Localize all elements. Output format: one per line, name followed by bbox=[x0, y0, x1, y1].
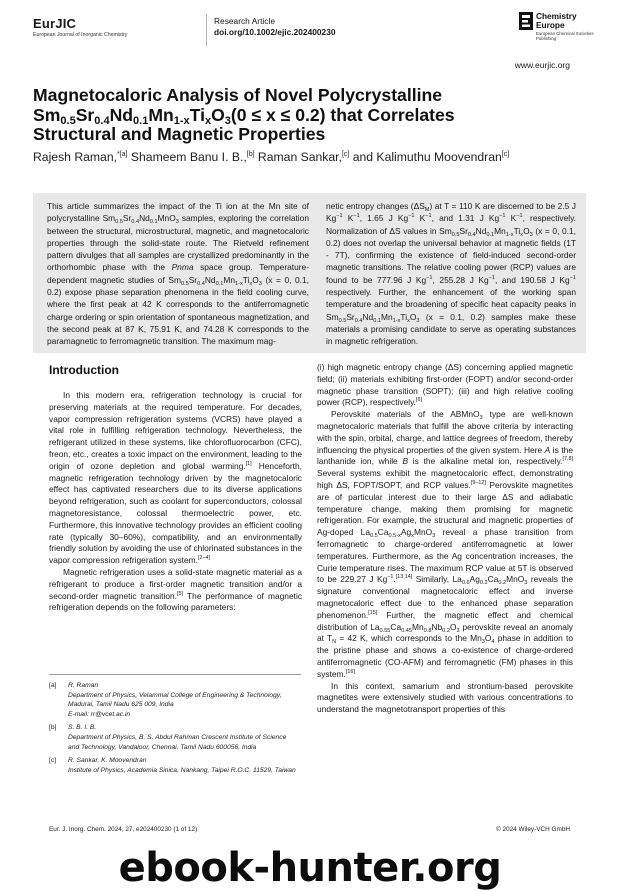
text-run: Ag bbox=[400, 527, 412, 538]
subscript: x bbox=[407, 317, 410, 324]
text-run: O bbox=[484, 633, 492, 644]
subscript: 3 bbox=[456, 627, 460, 634]
author-affiliation-marker: [c] bbox=[341, 151, 350, 158]
text-run: = 42 K, which corresponds to the Mn bbox=[336, 633, 482, 644]
text-run: is the lanthanide ion, while bbox=[317, 444, 573, 467]
text-run: Mn bbox=[223, 274, 236, 285]
body-paragraph bbox=[49, 390, 302, 567]
superscript: −1 bbox=[387, 574, 394, 581]
text-run: reveals the signature conventional magnetocaloric effect and inverse magnetocaloric effect due to the enhanced phase separation phenomenon. bbox=[317, 574, 574, 620]
superscript: −1 bbox=[425, 213, 432, 220]
article-info bbox=[214, 16, 336, 38]
affiliation-line: Institute of Physics, Academia Sinica, Nankang, Taipei R.O.C. 11529, Taiwan bbox=[68, 766, 296, 774]
subscript: 1-x bbox=[392, 317, 401, 324]
abstract-column-right bbox=[326, 200, 576, 348]
text-run: Ag bbox=[469, 574, 480, 585]
text-run: , and 1.31 J Kg bbox=[431, 213, 500, 224]
author-name: Raman Sankar, bbox=[254, 150, 342, 164]
text-run: Ca bbox=[390, 621, 402, 632]
article-type: Research Article bbox=[214, 16, 275, 26]
formula-subscript: x bbox=[204, 114, 212, 127]
affiliation-author: R. Sankar, K. Moovendran bbox=[68, 757, 147, 765]
journal-header bbox=[33, 16, 127, 38]
text-run: MnO bbox=[506, 574, 525, 585]
text-run: Ti bbox=[400, 311, 408, 322]
superscript: −1 bbox=[488, 274, 495, 281]
text-run: , respectively. Normalization of ΔS values in Sm bbox=[326, 213, 576, 236]
formula-subscript: 0.4 bbox=[94, 114, 110, 127]
author-list bbox=[33, 150, 509, 164]
text-run: netic entropy changes (ΔS bbox=[326, 201, 425, 211]
superscript: [9–12] bbox=[470, 479, 486, 486]
body-paragraph bbox=[49, 567, 302, 614]
text-run: In this context, samarium and strontium-based perovskite magnetites were extensively studied with various concentrations to understand the magnetotransport properties of this bbox=[317, 680, 573, 715]
italic-text: B bbox=[402, 456, 409, 467]
text-run: Perovskite materials of the ABMnO bbox=[331, 409, 480, 420]
subscript: 1-x bbox=[235, 280, 243, 287]
text-run: is the alkaline metal ion, respectively. bbox=[408, 456, 563, 467]
affiliation-tag: [a] bbox=[49, 682, 57, 689]
superscript: [6] bbox=[415, 397, 422, 404]
text-run: O bbox=[449, 621, 457, 632]
text-run: reveal a phase transition from ferromagnetic to charge-ordered antiferromagnetic at lower temperatures. Furthermore, as the Ag concentration increases, the Curie temperature rises. The maximum RCP value at 5T is observed to be 229.27 J Kg bbox=[317, 527, 573, 585]
subscript: 0.4 bbox=[131, 219, 140, 226]
subscript: 0.2 bbox=[479, 580, 488, 587]
affiliation-author: S. B. I. B. bbox=[68, 724, 97, 732]
superscript: [7,8] bbox=[562, 456, 573, 463]
affiliation-line: Madurai, Tamil Nadu 625 009, India bbox=[68, 701, 174, 709]
subscript: 0.55 bbox=[379, 627, 391, 634]
text-run: Perovskite magnetites are of particular interest due to their large ΔS and adiabatic temperature change, making them promising for magnetic refrigeration. For example, the structural and magnetic properties of Ag-doped La bbox=[317, 479, 573, 538]
text-run: (i) high magnetic entropy change (ΔS) concerning applied magnetic field; (ii) materials exhibiting first-order (FOPT) and/or second-order magnetic phase transition (SOPT); (iii) and high relative cooling power (RCP), respectively. bbox=[317, 362, 573, 408]
publisher-name bbox=[536, 12, 577, 29]
author-name: Rajesh Raman, bbox=[33, 150, 117, 164]
text-run: Mn bbox=[412, 621, 424, 632]
text-run: Nd bbox=[362, 311, 374, 322]
subscript: 0.5-x bbox=[388, 533, 401, 540]
text-run: In this modern era, refrigeration technology is crucial for preserving materials at the required temperature. For decades, vapor compression refrigeration systems (VCRS) have played a vital role in fulfilling refrigeration technology. Nevertheless, the refrigerant utilized in these systems, like chlorofluorocarbon (CFC), freon, etc., creates a toxic impact on the environment, leading to the origin of ozone depletion and global warming. bbox=[49, 390, 302, 471]
title-line3: Structural and Magnetic Properties bbox=[33, 124, 326, 144]
text-run: O bbox=[409, 311, 417, 322]
text-run: , and 190.58 J Kg bbox=[495, 274, 570, 285]
subscript: 4 bbox=[491, 639, 495, 646]
subscript: x bbox=[411, 533, 414, 540]
author-affiliation-marker: [c] bbox=[501, 151, 510, 158]
superscript: [13,14] bbox=[395, 574, 413, 581]
text-run: Nd bbox=[475, 225, 487, 236]
body-paragraph bbox=[317, 681, 573, 716]
text-run: space group. Temperature-dependent magnetic studies of Sm bbox=[47, 262, 309, 285]
subscript: 3 bbox=[479, 415, 483, 422]
text-run: Similarly, La bbox=[412, 574, 462, 585]
subscript: 0.1 bbox=[149, 219, 158, 226]
text-run: (x = 0.1, 0.2) samples make these materials a promising candidate to serve as operating substances in magnetic refrigeration. bbox=[326, 311, 576, 347]
subscript: 0.2 bbox=[498, 580, 507, 587]
superscript: [1] bbox=[245, 460, 252, 467]
superscript: [2–4] bbox=[197, 555, 210, 562]
subscript: 0.5 bbox=[369, 533, 378, 540]
subscript: 0.1 bbox=[215, 280, 224, 287]
subscript: 0.5 bbox=[451, 231, 460, 238]
superscript: [5] bbox=[177, 590, 184, 597]
text-run: (x = 0, 0.1, 0.2) expose phase separation phenomena in the field cooling curve, where the first peak at 42 K corresponds to the antiferromagnetic charge ordering or spin orientation of spontaneous magnetization, and the second peak at 87 K, 75.91 K, and 74.28 K corresponds to the paramagnetic to ferromagnetic transition. The maximum mag- bbox=[47, 274, 309, 347]
subscript: 3 bbox=[481, 639, 485, 646]
subscript: 0.2 bbox=[442, 627, 450, 634]
text-run: K bbox=[342, 213, 354, 224]
journal-abbreviation: EurJIC bbox=[33, 16, 77, 31]
abstract-column-left bbox=[47, 200, 309, 348]
journal-url[interactable]: www.eurjic.org bbox=[514, 60, 570, 70]
text-run: ) at T = 110 K are discerned to be 2.5 J Kg bbox=[326, 201, 576, 224]
affiliation-entry bbox=[49, 681, 307, 719]
chemistry-europe-logo-icon bbox=[519, 12, 533, 30]
subscript: 0.5 bbox=[180, 280, 189, 287]
text-run: Ti bbox=[242, 274, 250, 285]
subscript: 1-x bbox=[505, 231, 514, 238]
text-run: The performance of magnetic refrigeration depends on the following parameters: bbox=[49, 590, 303, 613]
subscript: 3 bbox=[416, 317, 420, 324]
italic-text: A bbox=[544, 444, 551, 455]
header-divider bbox=[206, 14, 207, 46]
subscript: 3 bbox=[175, 219, 179, 226]
superscript: −1 bbox=[408, 213, 415, 220]
footer-copyright: © 2024 Wiley-VCH GmbH bbox=[496, 826, 570, 833]
text-run: Nd bbox=[204, 274, 216, 285]
superscript: [16] bbox=[345, 668, 355, 675]
article-title bbox=[33, 86, 593, 145]
affiliation-divider bbox=[49, 674, 301, 675]
text-run: . bbox=[393, 574, 396, 585]
subscript: 0.6 bbox=[461, 580, 470, 587]
watermark-text: ebook-hunter.org bbox=[118, 845, 502, 891]
superscript: −1 bbox=[336, 213, 343, 220]
formula-subscript: 1-x bbox=[173, 114, 190, 127]
text-run: O bbox=[523, 225, 530, 236]
subscript: 3 bbox=[258, 280, 262, 287]
text-run: Ca bbox=[377, 527, 389, 538]
author-name: and Kalimuthu Moovendran bbox=[349, 150, 502, 164]
text-run: Magnetic refrigeration uses a solid-state magnetic material as a refrigerant to produce a first-order magnetic transition and/or a second-order magnetic transition. bbox=[49, 566, 302, 601]
subscript: x bbox=[520, 231, 524, 238]
text-run: Sr bbox=[122, 213, 132, 224]
subscript: 3 bbox=[529, 231, 533, 238]
subscript: 0.5 bbox=[115, 219, 123, 226]
text-run: respectively. Further, the enhancement of the working span temperature and the broadening of specific heat capacity peaks in Sm bbox=[326, 287, 576, 322]
formula-text: Nd bbox=[109, 104, 134, 125]
text-run: Several systems exhibit the magnetocaloric effect, demonstrating high ΔS, FOPT/SOPT, and RCP values. bbox=[317, 468, 573, 490]
text-run: K bbox=[414, 213, 426, 224]
publisher-name-line1: Chemistry bbox=[536, 11, 577, 21]
subscript: 0.4 bbox=[354, 317, 363, 324]
affiliation-tag: [c] bbox=[49, 757, 57, 765]
section-heading-introduction: Introduction bbox=[49, 363, 119, 377]
author-affiliation-marker: [b] bbox=[246, 151, 255, 158]
superscript: −1 bbox=[516, 213, 523, 220]
footer-citation: Eur. J. Inorg. Chem. 2024, 27, e202400230 (1 of 12) bbox=[49, 826, 198, 833]
text-run: Sr bbox=[459, 225, 468, 236]
title-line2 bbox=[33, 106, 593, 126]
text-run: type are well-known magnetocaloric materials that fulfill the above criteria by interacting with the spin, orbital, charge, and lattice degrees of freedom, thereby influencing the physical properties of the given system. Here bbox=[317, 409, 573, 455]
affiliation-line: Department of Physics, Velammal College of Engineering & Technology, bbox=[68, 691, 282, 699]
body-paragraph bbox=[317, 362, 573, 409]
text-run: Mn bbox=[494, 225, 506, 236]
superscript: [15] bbox=[368, 609, 378, 616]
subscript: 3 bbox=[524, 580, 528, 587]
publisher-subtitle: European Chemical Societies Publishing bbox=[536, 31, 594, 41]
text-run: Further, the magnetic effect and chemical distribution of La bbox=[317, 609, 573, 632]
formula-text: Mn bbox=[148, 104, 174, 125]
text-run: (x = 0, 0.1, 0.2) does not overlap the universal behavior at magnetic fields (1T - 7T), confirming the existence of field-induced second-order magnetic transitions. The relative cooling power (RCP) values are found to be 777.96 J Kg bbox=[326, 225, 576, 285]
publisher-name-line2: Europe bbox=[536, 19, 565, 30]
superscript: −1 bbox=[499, 213, 506, 220]
text-run: phase in addition to the pristine phase and shows a co-existence of charge-ordered antiferromagnetic (CO-AFM) and ferromagnetic (FM) phases in this system. bbox=[317, 633, 574, 679]
subscript: 0.8 bbox=[423, 627, 432, 634]
abstract-box bbox=[33, 193, 586, 353]
affiliation-entry bbox=[49, 756, 307, 775]
author-name: Shameem Banu I. B., bbox=[127, 150, 247, 164]
formula-text: (0 ≤ x ≤ 0.2) that Correlates bbox=[230, 104, 455, 125]
affiliation-tag: [b] bbox=[49, 724, 57, 732]
body-column-right bbox=[317, 362, 573, 716]
text-run: Sr bbox=[188, 274, 198, 285]
text-run: Mn bbox=[381, 311, 393, 322]
text-run: Ca bbox=[487, 574, 499, 585]
subscript: x bbox=[249, 280, 253, 287]
doi-link[interactable]: doi.org/10.1002/ejic.202400230 bbox=[214, 27, 336, 37]
subscript: 0.4 bbox=[197, 280, 205, 287]
text-run: Nb bbox=[431, 621, 443, 632]
affiliation-author: R. Raman bbox=[68, 682, 99, 689]
text-run: Ti bbox=[513, 225, 521, 236]
formula-text: O bbox=[211, 104, 225, 125]
formula-text: Sm bbox=[33, 104, 61, 125]
text-run: , 1.65 J Kg bbox=[359, 213, 409, 224]
affiliation-line: E-mail: rr@vcet.ac.in bbox=[68, 710, 131, 718]
text-run: Henceforth, magnetic refrigeration technology driven by the magnetocaloric effect has captivated researchers due to its diverse applications beyond refrigeration, such as coolant for superconductors, colossal magnetoresistance, colossal thermoelectric power, etc. Furthermore, this innovative technology provides an efficient cooling rate (typically 30–60%), compatibility, and an environmentally friendly solution by avoiding the use of chlorinated substances in the vapor compression refrigeration system. bbox=[49, 460, 302, 566]
text-run: MnO bbox=[413, 527, 433, 538]
text-run: Sr bbox=[346, 311, 355, 322]
formula-subscript: 0.5 bbox=[60, 114, 76, 127]
subscript: 3 bbox=[432, 533, 436, 540]
affiliation-line: Department of Physics, B. S. Abdul Rahman Crescent Institute of Science bbox=[68, 733, 287, 741]
author-affiliation-marker: *[a] bbox=[117, 151, 128, 158]
affiliations bbox=[49, 681, 307, 779]
text-run: , 255.28 J Kg bbox=[432, 274, 489, 285]
subscript: 0.1 bbox=[373, 317, 381, 324]
text-run: Nd bbox=[139, 213, 150, 224]
text-run: MnO bbox=[157, 213, 176, 224]
subscript: N bbox=[332, 639, 337, 646]
text-run: O bbox=[252, 274, 259, 285]
subscript: 0.4 bbox=[467, 231, 476, 238]
superscript: −1 bbox=[569, 274, 576, 281]
text-run: This article summarizes the impact of the Ti ion at the Mn site of polycrystalline Sm bbox=[47, 201, 309, 224]
formula-text: Ti bbox=[189, 104, 205, 125]
superscript: −1 bbox=[353, 213, 360, 220]
subscript: 0.45 bbox=[401, 627, 413, 634]
subscript: 0.5 bbox=[338, 317, 347, 324]
text-run: perovskite reveal an anomaly at T bbox=[317, 621, 573, 644]
text-run: K bbox=[505, 213, 517, 224]
title-line1: Magnetocaloric Analysis of Novel Polycrystalline bbox=[33, 85, 443, 105]
body-column-left bbox=[49, 390, 302, 614]
formula-text: Sr bbox=[75, 104, 95, 125]
formula-subscript: 0.1 bbox=[133, 114, 149, 127]
text-run: samples, exploring the correlation between the structural, microstructural, magnetic, and magnetocaloric properties through the solid-state route. The Rietveld refinement pattern divulges that all samples are crystallized predominantly in the orthorhombic phase with the bbox=[47, 213, 309, 273]
journal-full-name: European Journal of Inorganic Chemistry bbox=[33, 32, 128, 38]
superscript: −1 bbox=[426, 274, 433, 281]
subscript: 0.1 bbox=[486, 231, 495, 238]
affiliation-entry bbox=[49, 723, 307, 752]
affiliation-line: and Technology, Vandaloor, Chennai, Tamil Nadu 600056, India bbox=[68, 743, 257, 751]
formula-subscript: 3 bbox=[224, 114, 231, 127]
body-paragraph bbox=[317, 409, 573, 680]
italic-text: Pnma bbox=[171, 262, 194, 273]
subscript: M bbox=[424, 207, 430, 213]
